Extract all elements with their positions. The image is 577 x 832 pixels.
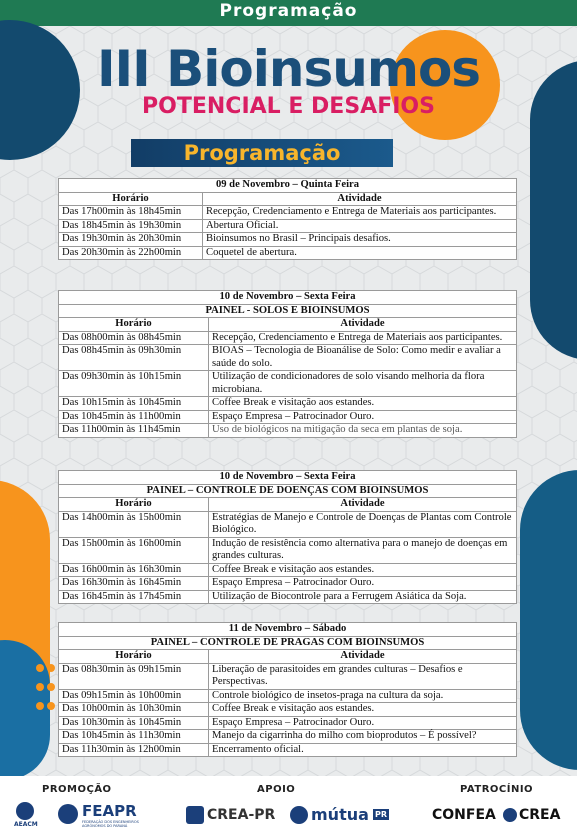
decorative-shape <box>520 470 577 770</box>
table-row <box>59 397 517 411</box>
activity-cell: Manejo da cigarrinha do milho com bioprodutos – É possível? <box>209 730 517 744</box>
table-row <box>59 689 517 703</box>
time-cell: Das 11h00min às 11h45min <box>59 424 209 438</box>
sponsorship-label: PATROCÍNIO <box>460 784 534 795</box>
time-cell: Das 16h45min às 17h45min <box>59 590 209 604</box>
time-cell: Das 14h00min às 15h00min <box>59 511 209 537</box>
column-header-time: Horário <box>59 192 203 206</box>
column-header-activity: Atividade <box>203 192 517 206</box>
table-row <box>59 206 517 220</box>
feapr-logo-icon <box>58 804 78 824</box>
table-row <box>59 730 517 744</box>
table-row <box>59 219 517 233</box>
day-date: 11 de Novembro – Sábado <box>59 623 517 637</box>
table-row <box>59 410 517 424</box>
aeacm-logo-icon <box>16 802 34 820</box>
activity-cell: Abertura Oficial. <box>203 219 517 233</box>
time-cell: Das 20h30min às 22h00min <box>59 246 203 260</box>
schedule-table <box>58 178 517 260</box>
time-cell: Das 16h30min às 16h45min <box>59 577 209 591</box>
panel-title: PAINEL - SOLOS E BIOINSUMOS <box>59 304 517 318</box>
table-row <box>59 577 517 591</box>
mutua-logo-badge: PR <box>375 810 388 819</box>
table-row <box>59 233 517 247</box>
activity-cell: Encerramento oficial. <box>209 743 517 757</box>
day-date: 10 de Novembro – Sexta Feira <box>59 471 517 485</box>
time-cell: Das 18h45min às 19h30min <box>59 219 203 233</box>
schedule-table <box>58 290 517 438</box>
activity-cell: Indução de resistência como alternativa para o manejo de doenças em grandes culturas. <box>209 537 517 563</box>
support-label: APOIO <box>257 784 296 795</box>
schedule-table <box>58 470 517 604</box>
crea-logo-icon <box>503 808 517 822</box>
activity-cell: Controle biológico de insetos-praga na cultura da soja. <box>209 689 517 703</box>
mutua-logo: mútua <box>311 805 369 824</box>
table-row <box>59 331 517 345</box>
schedule-table <box>58 622 517 757</box>
time-cell: Das 09h15min às 10h00min <box>59 689 209 703</box>
activity-cell: Coquetel de abertura. <box>203 246 517 260</box>
time-cell: Das 11h30min às 12h00min <box>59 743 209 757</box>
mutua-logo-icon <box>290 806 308 824</box>
activity-cell: Bioinsumos no Brasil – Principais desafios. <box>203 233 517 247</box>
table-row <box>59 511 517 537</box>
promotion-label: PROMOÇÃO <box>42 784 112 795</box>
table-row <box>59 537 517 563</box>
activity-cell: Recepção, Credenciamento e Entrega de Materiais aos participantes. <box>209 331 517 345</box>
crea-pr-logo-icon <box>186 806 204 824</box>
table-row <box>59 424 517 438</box>
table-row <box>59 663 517 689</box>
activity-cell: Estratégias de Manejo e Controle de Doenças de Plantas com Controle Biológico. <box>209 511 517 537</box>
decorative-dots <box>36 664 60 721</box>
confea-logo: CONFEA <box>432 807 496 823</box>
event-subtitle: POTENCIAL E DESAFIOS <box>142 94 435 119</box>
time-cell: Das 15h00min às 16h00min <box>59 537 209 563</box>
column-header-time: Horário <box>59 318 209 332</box>
feapr-logo: FEAPR <box>82 802 137 820</box>
aeacm-logo: AEACM <box>14 821 38 828</box>
activity-cell: Espaço Empresa – Patrocinador Ouro. <box>209 410 517 424</box>
activity-cell: Recepção, Credenciamento e Entrega de Materiais aos participantes. <box>203 206 517 220</box>
column-header-time: Horário <box>59 498 209 512</box>
time-cell: Das 10h45min às 11h00min <box>59 410 209 424</box>
crea-logo: CREA <box>519 807 561 823</box>
table-row <box>59 563 517 577</box>
activity-cell: Utilização de condicionadores de solo visando melhoria da flora microbiana. <box>209 371 517 397</box>
table-row <box>59 345 517 371</box>
table-row <box>59 371 517 397</box>
column-header-time: Horário <box>59 650 209 664</box>
program-banner: Programação <box>131 139 393 167</box>
time-cell: Das 08h30min às 09h15min <box>59 663 209 689</box>
activity-cell: Coffee Break e visitação aos estandes. <box>209 563 517 577</box>
activity-cell: Espaço Empresa – Patrocinador Ouro. <box>209 577 517 591</box>
activity-cell: Coffee Break e visitação aos estandes. <box>209 703 517 717</box>
panel-title: PAINEL – CONTROLE DE PRAGAS COM BIOINSUMOS <box>59 636 517 650</box>
table-row <box>59 703 517 717</box>
time-cell: Das 10h00min às 10h30min <box>59 703 209 717</box>
time-cell: Das 10h30min às 10h45min <box>59 716 209 730</box>
column-header-activity: Atividade <box>209 318 517 332</box>
feapr-logo-subtitle: FEDERAÇÃO DOS ENGENHEIROS AGRÔNOMOS DO PARANÁ <box>82 820 139 828</box>
activity-cell: Uso de biológicos na mitigação da seca em plantas de soja. <box>209 424 517 438</box>
activity-cell: Coffee Break e visitação aos estandes. <box>209 397 517 411</box>
table-row <box>59 246 517 260</box>
sponsors-footer <box>0 776 577 832</box>
day-date: 10 de Novembro – Sexta Feira <box>59 291 517 305</box>
time-cell: Das 08h00min às 08h45min <box>59 331 209 345</box>
event-title: III Bioinsumos <box>96 40 481 98</box>
time-cell: Das 16h00min às 16h30min <box>59 563 209 577</box>
column-header-activity: Atividade <box>209 650 517 664</box>
time-cell: Das 19h30min às 20h30min <box>59 233 203 247</box>
activity-cell: Liberação de parasitoides em grandes culturas – Desafios e Perspectivas. <box>209 663 517 689</box>
activity-cell: Utilização de Biocontrole para a Ferrugem Asiática da Soja. <box>209 590 517 604</box>
table-row <box>59 716 517 730</box>
crea-pr-logo: CREA-PR <box>207 807 276 823</box>
activity-cell: BIOAS – Tecnologia de Bioanálise de Solo: Como medir e avaliar a saúde do solo. <box>209 345 517 371</box>
time-cell: Das 10h15min às 10h45min <box>59 397 209 411</box>
table-row <box>59 590 517 604</box>
time-cell: Das 17h00min às 18h45min <box>59 206 203 220</box>
time-cell: Das 08h45min às 09h30min <box>59 345 209 371</box>
panel-title: PAINEL – CONTROLE DE DOENÇAS COM BIOINSUMOS <box>59 484 517 498</box>
column-header-activity: Atividade <box>209 498 517 512</box>
time-cell: Das 09h30min às 10h15min <box>59 371 209 397</box>
day-date: 09 de Novembro – Quinta Feira <box>59 179 517 193</box>
page-header: Programação <box>0 0 577 26</box>
activity-cell: Espaço Empresa – Patrocinador Ouro. <box>209 716 517 730</box>
table-row <box>59 743 517 757</box>
time-cell: Das 10h45min às 11h30min <box>59 730 209 744</box>
